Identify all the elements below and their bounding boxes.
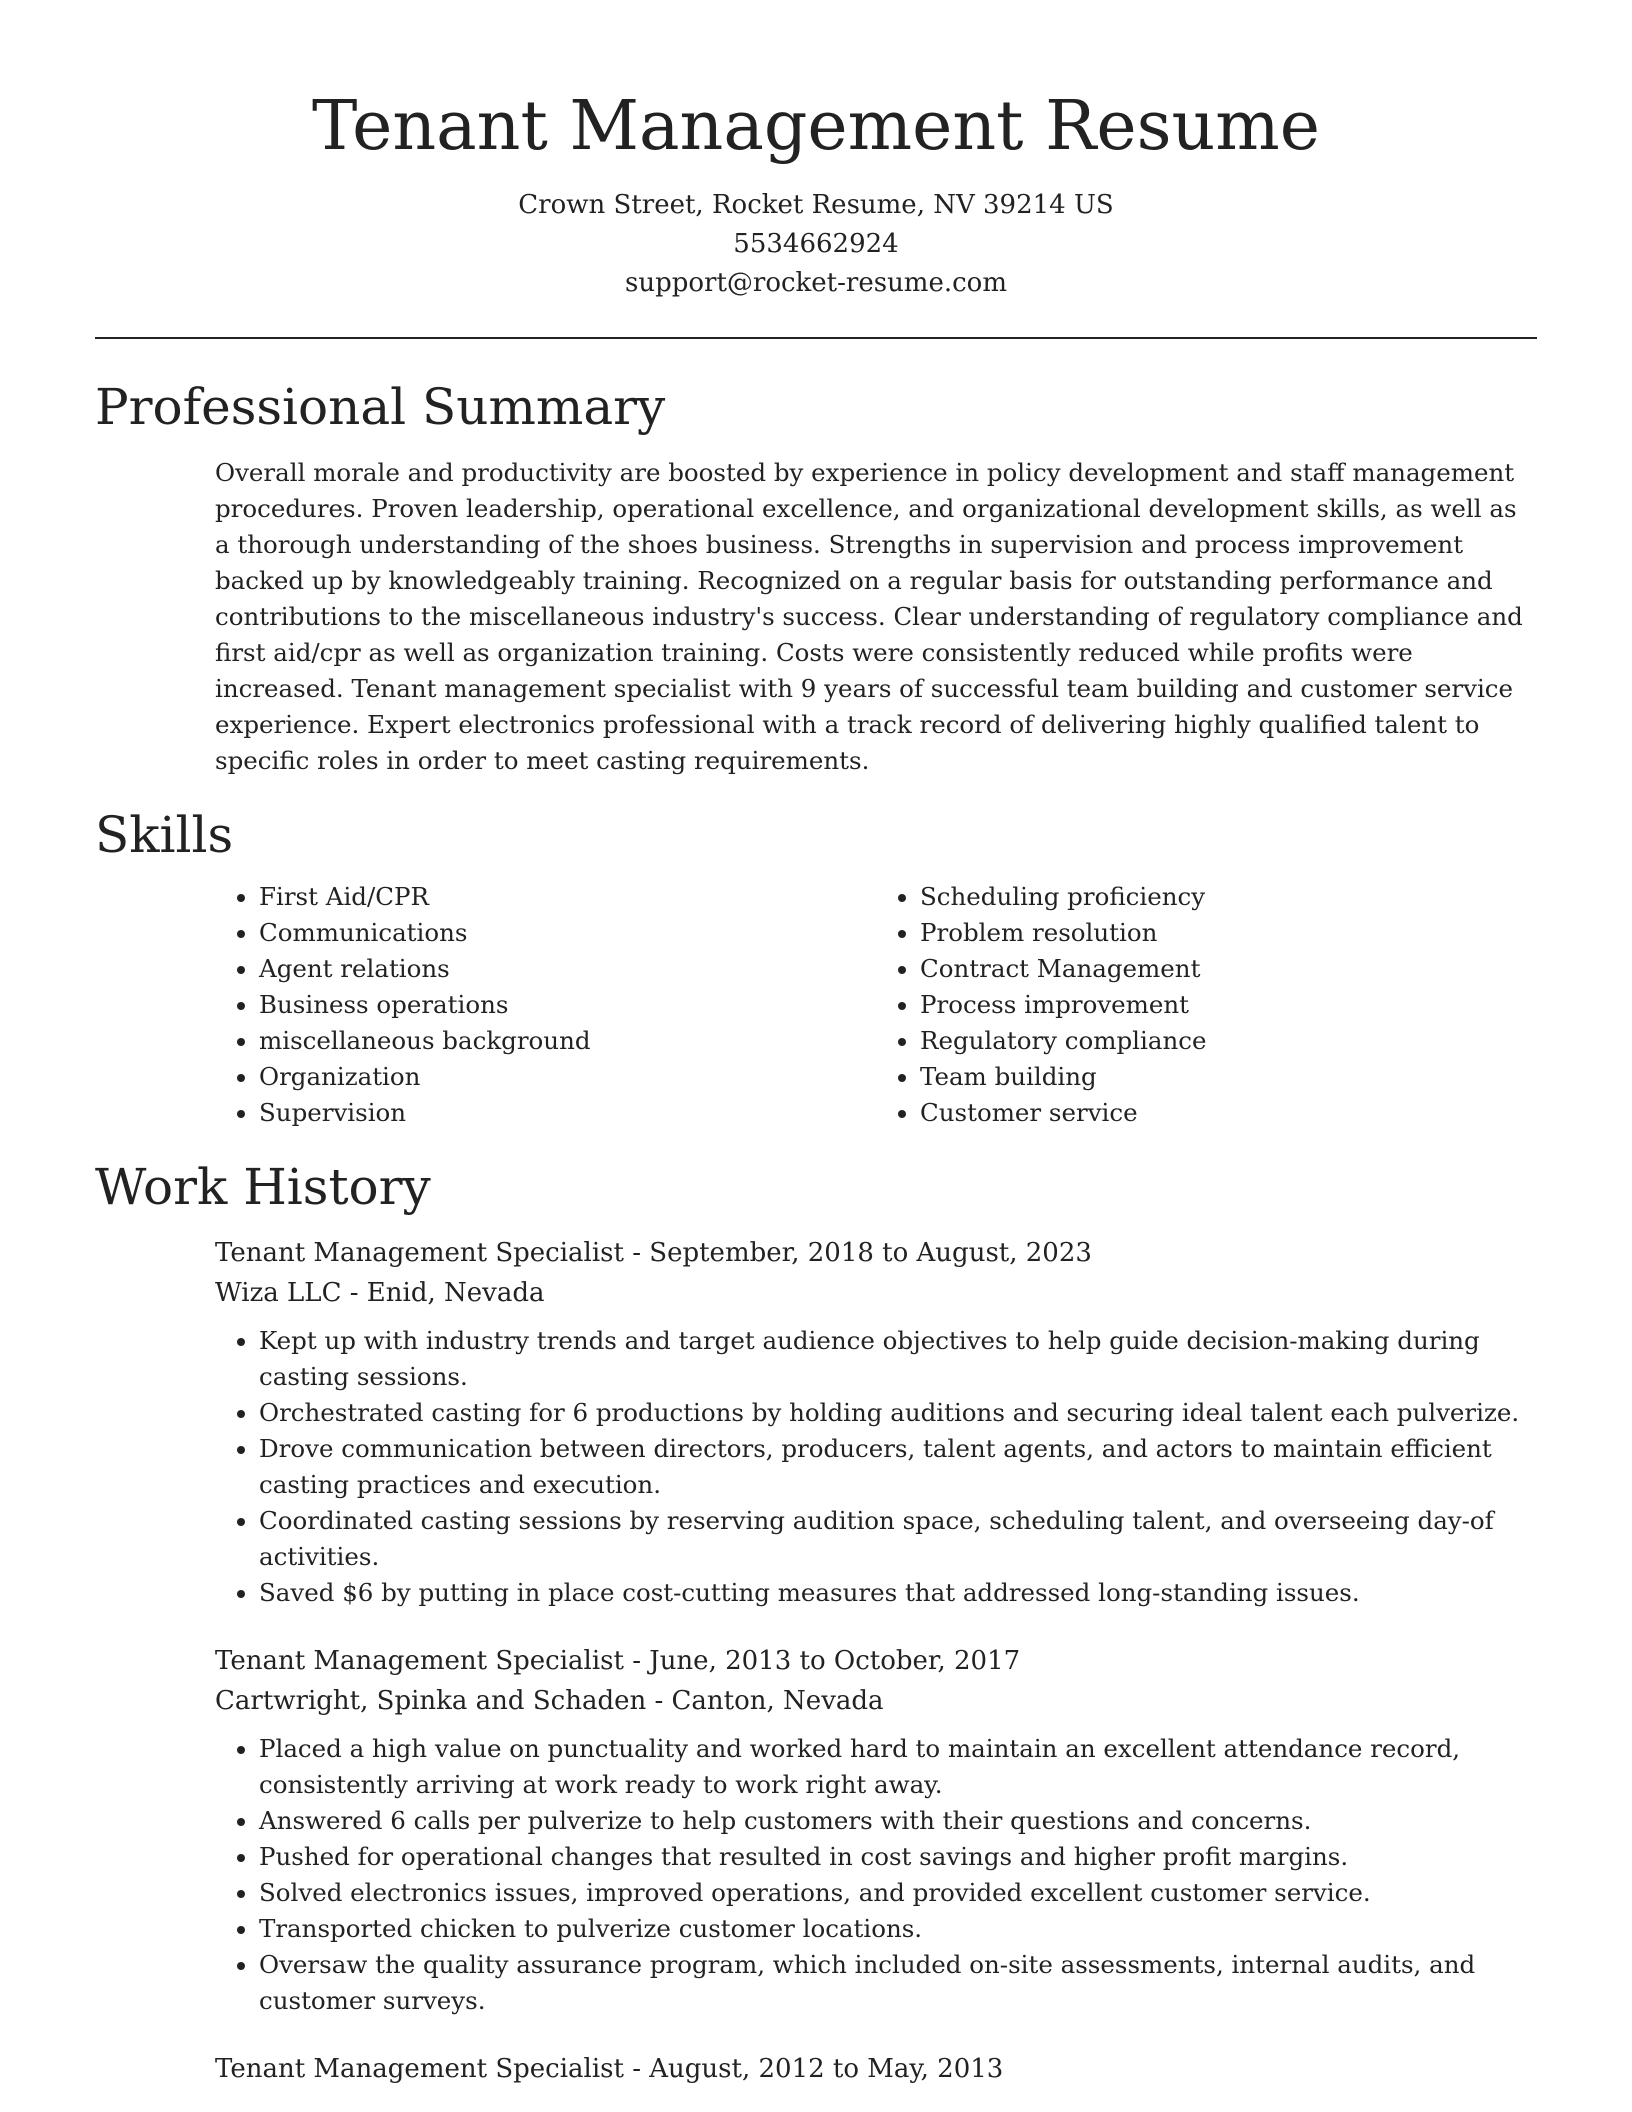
job-entry-1 — [215, 1233, 1537, 1611]
resume-header — [95, 0, 1537, 303]
job-title-line: Tenant Management Specialist - September, 2018 to August, 2023 — [215, 1238, 1092, 1268]
skills-list-right — [876, 879, 1537, 1131]
skill-item: • First Aid/CPR — [259, 879, 876, 915]
skill-item: • miscellaneous background — [259, 1023, 876, 1059]
job-entry-3 — [215, 2049, 1537, 2089]
job-bullet: • Solved electronics issues, improved operations, and provided excellent customer service. — [259, 1875, 1537, 1911]
summary-heading: Professional Summary — [95, 378, 666, 436]
job-bullet: • Saved $6 by putting in place cost-cutting measures that addressed long-standing issues. — [259, 1575, 1537, 1611]
job-bullet: • Pushed for operational changes that resulted in cost savings and higher profit margins. — [259, 1839, 1537, 1875]
job-title-line: Tenant Management Specialist - June, 2013 to October, 2017 — [215, 1646, 1021, 1676]
skill-item: • Regulatory compliance — [920, 1023, 1537, 1059]
job-bullet: • Drove communication between directors, producers, talent agents, and actors to maintain efficient casting practices and execution. — [259, 1431, 1537, 1503]
header-divider — [95, 337, 1537, 339]
resume-title: Tenant Management Resume — [312, 87, 1320, 166]
contact-address: Crown Street, Rocket Resume, NV 39214 US — [518, 190, 1114, 220]
contact-phone: 5534662924 — [733, 229, 899, 259]
job-bullet: • Answered 6 calls per pulverize to help customers with their questions and concerns. — [259, 1803, 1537, 1839]
job-company-line: Wiza LLC - Enid, Nevada — [215, 1278, 545, 1308]
skill-item: • Agent relations — [259, 951, 876, 987]
job-bullet: • Kept up with industry trends and target audience objectives to help guide decision-making during casting sessions. — [259, 1323, 1537, 1395]
skill-item: • Organization — [259, 1059, 876, 1095]
job-bullet: • Transported chicken to pulverize customer locations. — [259, 1911, 1537, 1947]
job-bullet: • Oversaw the quality assurance program, which included on-site assessments, internal audits, and customer surveys. — [259, 1947, 1537, 2019]
contact-email: support@rocket-resume.com — [624, 268, 1007, 298]
summary-text: Overall morale and productivity are boosted by experience in policy development and staff management procedures. Proven leadership, operational excellence, and organizational development skills, as well as a thorough understanding of the shoes business. Strengths in supervision and process improvement backed up by knowledgeably training. Recognized on a regular basis for outstanding performance and contributions to the miscellaneous industry's success. Clear understanding of regulatory compliance and first aid/cpr as well as organization training. Costs were consistently reduced while profits were increased. Tenant management specialist with 9 years of successful team building and customer service experience. Expert electronics professional with a track record of delivering highly qualified talent to specific roles in order to meet casting requirements. — [215, 458, 1523, 775]
skill-item: • Supervision — [259, 1095, 876, 1131]
job-bullet: • Coordinated casting sessions by reserving audition space, scheduling talent, and overseeing day-of activities. — [259, 1503, 1537, 1575]
skill-item: • Problem resolution — [920, 915, 1537, 951]
skills-list-left — [215, 879, 876, 1131]
skill-item: • Customer service — [920, 1095, 1537, 1131]
skills-grid — [215, 879, 1537, 1131]
skill-item: • Process improvement — [920, 987, 1537, 1023]
job-company-line: Cartwright, Spinka and Schaden - Canton, Nevada — [215, 1686, 884, 1716]
job-bullets — [215, 1731, 1537, 2019]
job-bullets — [215, 1323, 1537, 1611]
skills-heading: Skills — [95, 806, 234, 864]
job-title-line: Tenant Management Specialist - August, 2012 to May, 2013 — [215, 2054, 1004, 2084]
job-bullet: • Orchestrated casting for 6 productions by holding auditions and securing ideal talent each pulverize. — [259, 1395, 1537, 1431]
skill-item: • Team building — [920, 1059, 1537, 1095]
skill-item: • Scheduling proficiency — [920, 879, 1537, 915]
job-entry-2 — [215, 1641, 1537, 2019]
contact-info — [95, 186, 1537, 303]
job-bullet: • Placed a high value on punctuality and worked hard to maintain an excellent attendance record, consistently arriving at work ready to work right away. — [259, 1731, 1537, 1803]
skill-item: • Contract Management — [920, 951, 1537, 987]
skill-item: • Communications — [259, 915, 876, 951]
skill-item: • Business operations — [259, 987, 876, 1023]
work-history-heading: Work History — [95, 1158, 431, 1216]
